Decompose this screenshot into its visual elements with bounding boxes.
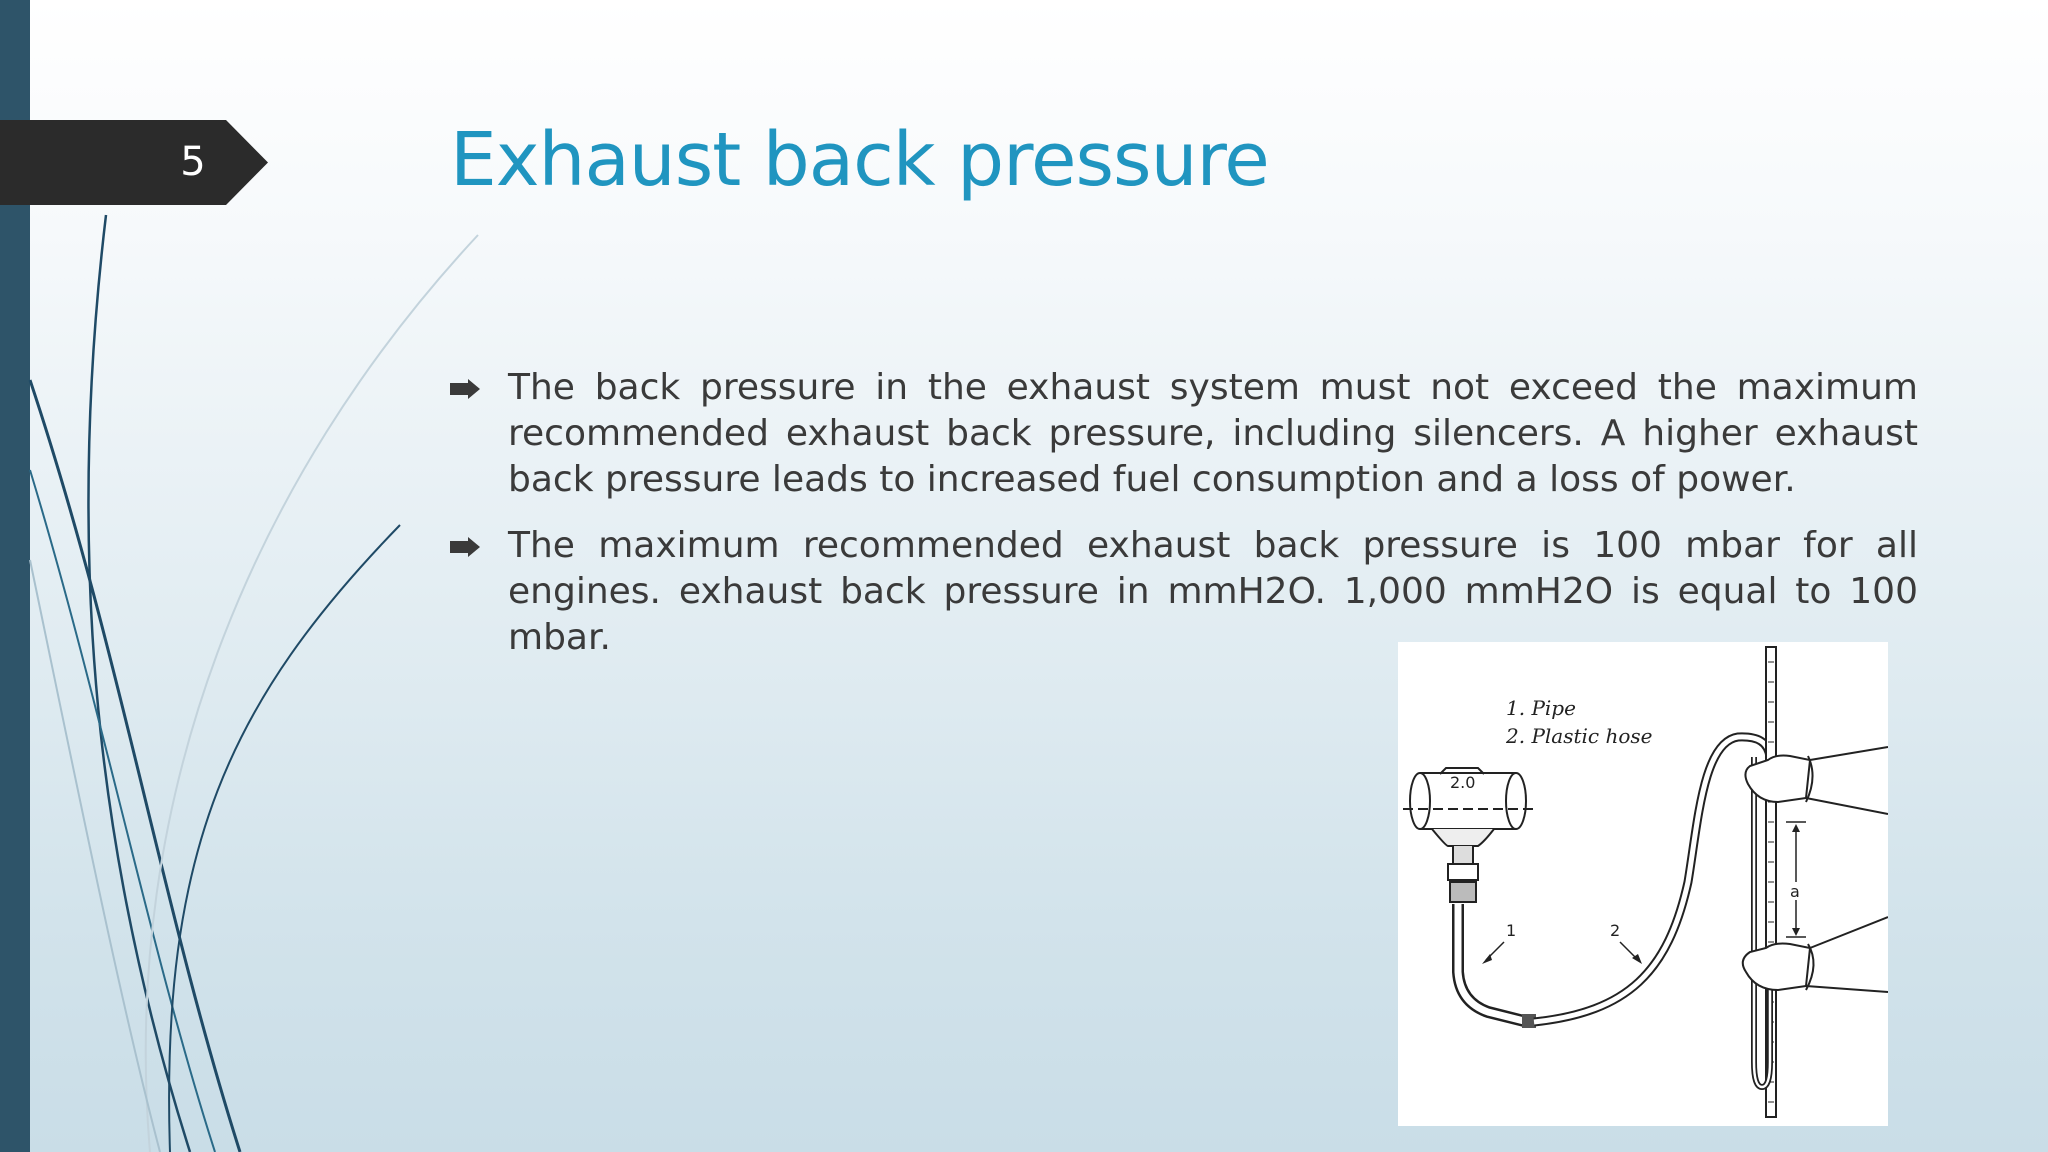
slide-title: Exhaust back pressure	[450, 117, 1269, 203]
bullet-text: The maximum recommended exhaust back pressure is 100 mbar for all engines. exhaust back pressure in mmH2O. 1,000 mmH2O is equal to 100 mbar.	[508, 525, 1918, 658]
hand-lower	[1743, 917, 1888, 992]
bullet-item	[450, 523, 1918, 661]
bullet-list	[450, 365, 1918, 681]
bullet-text: The back pressure in the exhaust system must not exceed the maximum recommended exhaust back pressure, including silencers. A higher exhaust back pressure leads to increased fuel consumption and a loss of power.	[508, 367, 1918, 500]
slide-number-tab	[0, 120, 268, 205]
legend-plastic-hose: 2. Plastic hose	[1506, 724, 1653, 748]
callout-2: 2	[1610, 921, 1621, 940]
arrow-right-icon	[450, 537, 482, 557]
bullet-item	[450, 365, 1918, 503]
pipe-diameter-label: 2.0	[1450, 773, 1476, 792]
arrow-right-icon	[450, 379, 482, 399]
manometer-diagram	[1398, 642, 1888, 1126]
slide-number: 5	[180, 139, 206, 185]
legend-pipe: 1. Pipe	[1506, 696, 1576, 720]
height-label: a	[1790, 882, 1800, 901]
callout-1: 1	[1506, 921, 1517, 940]
